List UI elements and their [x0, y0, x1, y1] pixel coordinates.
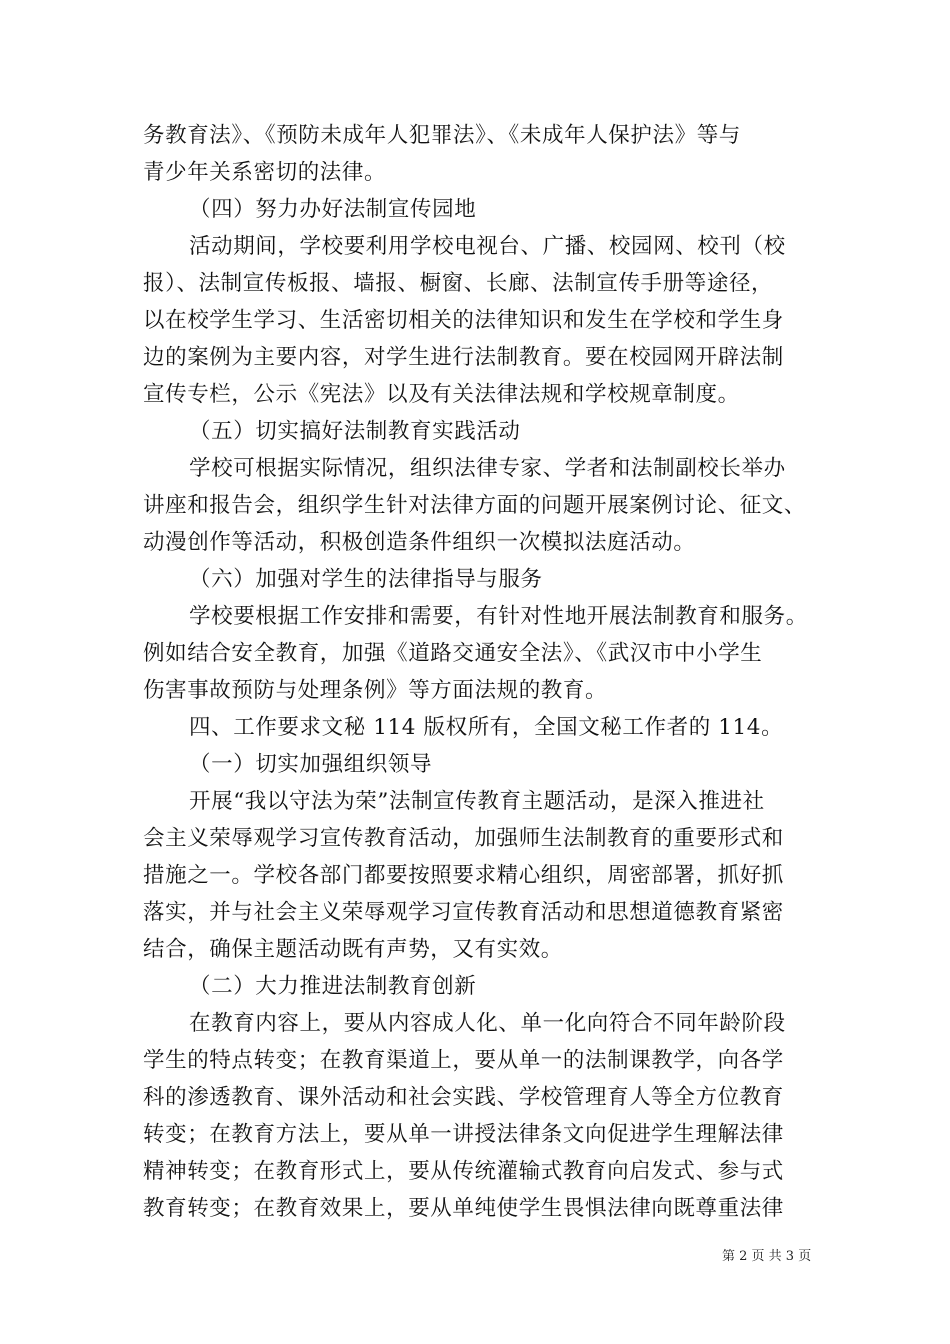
section-heading: （四）努力办好法制宣传园地 — [189, 197, 477, 222]
text-line: 落实，并与社会主义荣辱观学习宣传教育活动和思想道德教育紧密 — [143, 900, 784, 925]
text-line: 例如结合安全教育，加强《道路交通安全法》、《武汉市中小学生 — [143, 641, 763, 666]
section-heading: 四、工作要求文秘 114 版权所有，全国文秘工作者的 114。 — [189, 715, 784, 740]
text-line: 结合，确保主题活动既有声势，又有实效。 — [143, 937, 563, 962]
text-line: 伤害事故预防与处理条例》等方面法规的教育。 — [143, 678, 608, 703]
paragraph-first-line: 开展“我以守法为荣”法制宣传教育主题活动，是深入推进社 — [189, 789, 765, 814]
text-line: 科的渗透教育、课外活动和社会实践、学校管理育人等全方位教育 — [143, 1085, 784, 1110]
paragraph-first-line: 活动期间，学校要利用学校电视台、广播、校园网、校刊（校 — [189, 234, 786, 259]
paragraph-first-line: 学校要根据工作安排和需要，有针对性地开展法制教育和服务。 — [189, 604, 808, 629]
text-line: 以在校学生学习、生活密切相关的法律知识和发生在学校和学生身 — [143, 308, 784, 333]
text-line: 边的案例为主要内容，对学生进行法制教育。要在校园网开辟法制 — [143, 345, 784, 370]
text-line: 青少年关系密切的法律。 — [143, 160, 387, 185]
section-heading: （六）加强对学生的法律指导与服务 — [189, 567, 543, 592]
text-line: 动漫创作等活动，积极创造条件组织一次模拟法庭活动。 — [143, 530, 696, 555]
text-line: 宣传专栏，公示《宪法》以及有关法律法规和学校规章制度。 — [143, 382, 740, 407]
text-line: 报）、法制宣传板报、墙报、橱窗、长廊、法制宣传手册等途径， — [143, 271, 774, 296]
text-line: 精神转变；在教育形式上，要从传统灌输式教育向启发式、参与式 — [143, 1159, 784, 1184]
page-number-footer: 第 2 页 共 3 页 — [722, 1249, 812, 1264]
section-heading: （二）大力推进法制教育创新 — [189, 974, 477, 999]
paragraph-first-line: 学校可根据实际情况，组织法律专家、学者和法制副校长举办 — [189, 456, 786, 481]
section-heading: （五）切实搞好法制教育实践活动 — [189, 419, 521, 444]
paragraph-first-line: 在教育内容上，要从内容成人化、单一化向符合不同年龄阶段 — [189, 1011, 786, 1036]
text-line: 学生的特点转变；在教育渠道上，要从单一的法制课教学，向各学 — [143, 1048, 784, 1073]
text-line: 务教育法》、《预防未成年人犯罪法》、《未成年人保护法》等与 — [143, 123, 741, 148]
text-line: 措施之一。学校各部门都要按照要求精心组织，周密部署，抓好抓 — [143, 863, 784, 888]
text-line: 会主义荣辱观学习宣传教育活动，加强师生法制教育的重要形式和 — [143, 826, 784, 851]
section-heading: （一）切实加强组织领导 — [189, 752, 433, 777]
text-line: 教育转变；在教育效果上，要从单纯使学生畏惧法律向既尊重法律 — [143, 1196, 784, 1221]
text-line: 转变；在教育方法上，要从单一讲授法律条文向促进学生理解法律 — [143, 1122, 784, 1147]
text-line: 讲座和报告会，组织学生针对法律方面的问题开展案例讨论、征文、 — [143, 493, 807, 518]
